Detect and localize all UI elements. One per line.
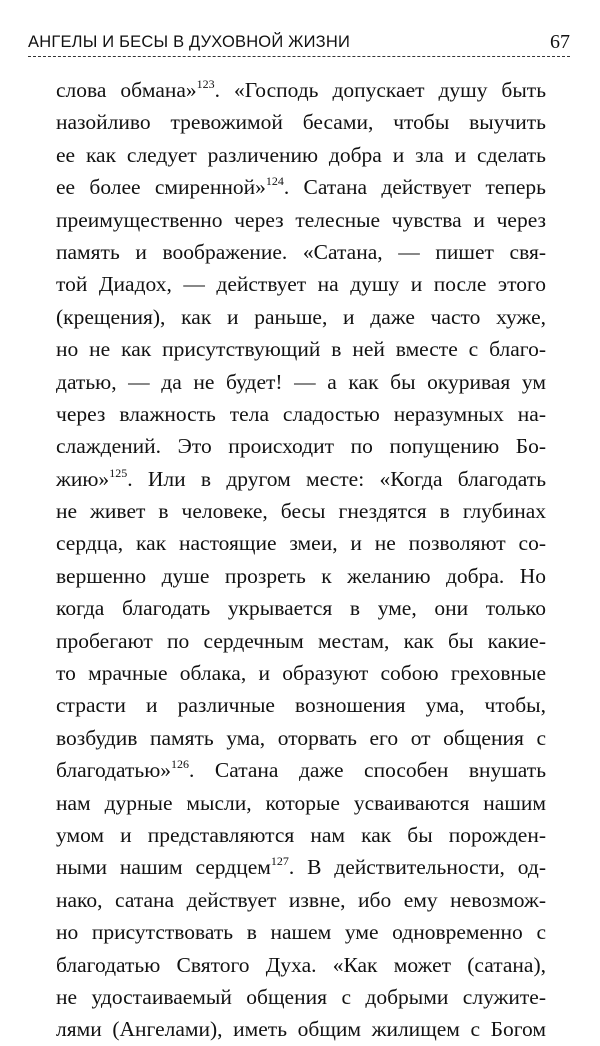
text-line: датью, — да не будет! — а как бы окуривая ум <box>56 369 546 394</box>
text-line: нако, сатана действует извне, ибо ему невозмож- <box>56 887 546 912</box>
text-line: но не как присутствующий в ней вместе с благо- <box>56 337 546 362</box>
text-line: но присутствовать в нашем уме одновременно с <box>56 920 546 945</box>
footnote-ref: 126 <box>171 757 190 772</box>
text-line: благодатью Святого Духа. «Как может (сатана), <box>56 952 546 977</box>
page-number: 67 <box>550 31 570 53</box>
text-line: (крещения), как и раньше, и даже часто хуже, <box>56 304 546 329</box>
text-line: сердца, как настоящие змеи, и не позволяют со- <box>56 531 546 556</box>
text-line: ее более смиренной»$^{124}$. Сатана действует теперь <box>56 174 546 200</box>
header-title: АНГЕЛЫ И БЕСЫ В ДУХОВНОЙ ЖИЗНИ <box>28 33 351 51</box>
text-line: не удостаиваемый общения с добрыми служите- <box>56 984 546 1009</box>
text-line: то мрачные облака, и образуют собою греховные <box>56 661 546 686</box>
text-line: нам дурные мысли, которые усваиваются нашим <box>56 790 546 815</box>
text-line: вершенно душе прозреть к желанию добра. Но <box>56 563 546 588</box>
text-line: той Диадох, — действует на душу и после этого <box>56 272 546 297</box>
text-line: через влажность тела сладостью неразумных на- <box>56 401 546 426</box>
footnote-ref: 127 <box>270 854 289 869</box>
text-line: ными нашим сердцем$^{127}$. В действительности, од- <box>56 854 546 880</box>
text-line: пробегают по сердечным местам, как бы какие- <box>56 628 546 653</box>
text-line: лями (Ангелами), иметь общим жилищем с Богом <box>56 1017 546 1042</box>
text-line: слова обмана»$^{123}$. «Господь допускает душу быть <box>56 77 547 102</box>
text-line: назойливо тревожимой бесами, чтобы выучить <box>56 110 546 135</box>
text-line: преимущественно через телесные чувства и через <box>56 207 546 232</box>
text-line: память и воображение. «Сатана, — пишет свя- <box>56 239 546 264</box>
footnote-ref: 124 <box>265 174 284 189</box>
footnote-ref: 125 <box>109 465 128 480</box>
footnote-ref: 123 <box>196 77 215 91</box>
text-line: не живет в человеке, бесы гнездятся в глубинах <box>56 499 546 524</box>
text-line: страсти и различные возношения ума, чтобы, <box>56 693 546 718</box>
running-header <box>28 30 570 57</box>
text-line: жию»$^{125}$. Или в другом месте: «Когда благодать <box>56 465 546 491</box>
body-text <box>56 74 546 1046</box>
text-line: возбудив память ума, оторвать его от общения с <box>56 725 546 750</box>
text-line: когда благодать укрывается в уме, они только <box>56 596 546 621</box>
text-line: умом и представляются нам как бы порожден- <box>56 822 546 847</box>
text-line: благодатью»$^{126}$. Сатана даже способен внушать <box>56 757 546 783</box>
text-line: слаждений. Это происходит по попущению Бо- <box>56 434 546 459</box>
text-line: ее как следует различению добра и зла и сделать <box>56 142 546 167</box>
